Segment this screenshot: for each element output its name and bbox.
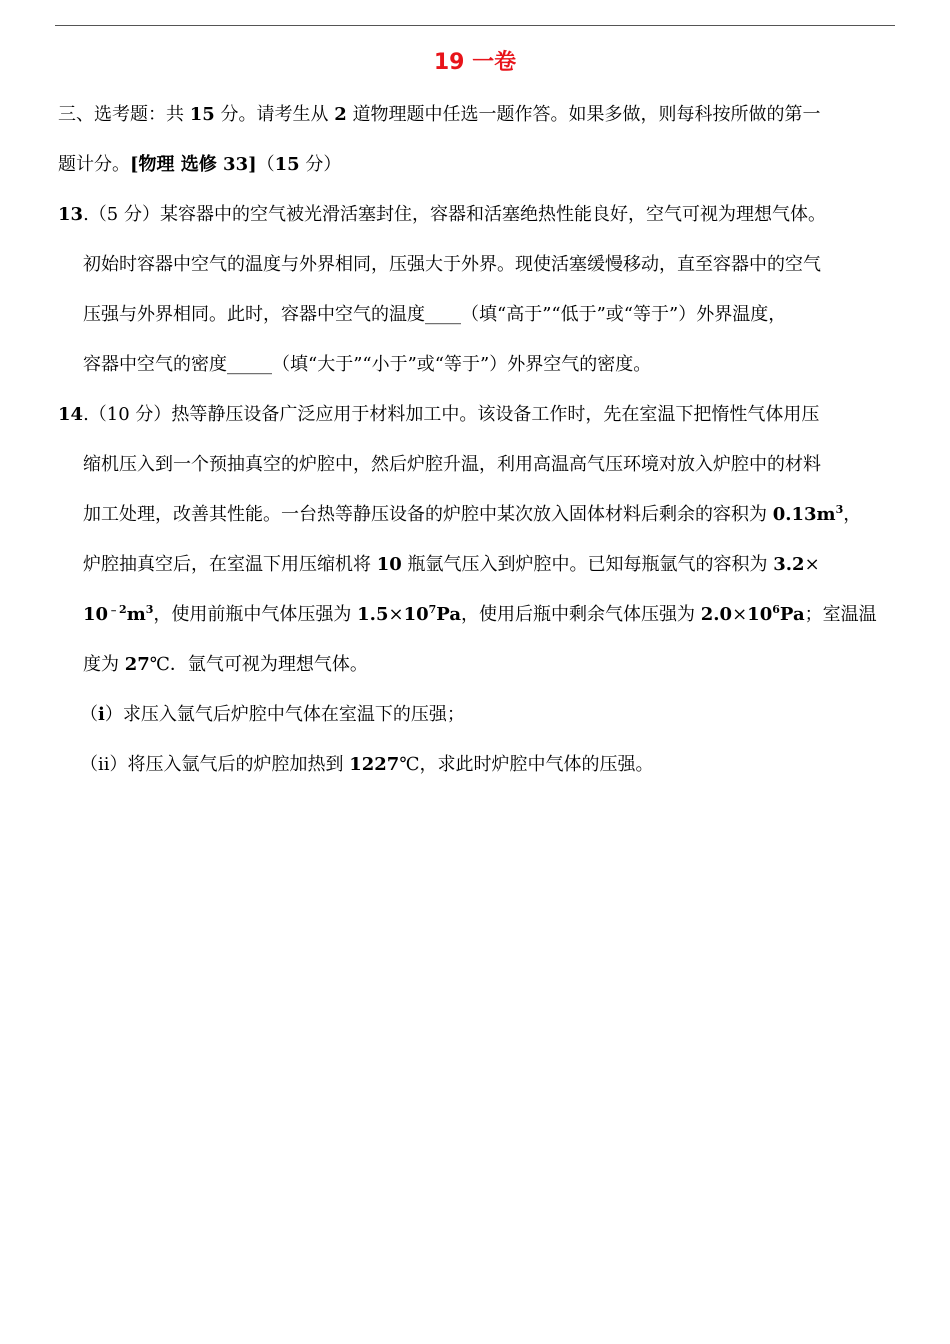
question-count: 2 (334, 104, 347, 125)
text: 瓶氩气压入到炉腔中。已知每瓶氩气的容积为 (401, 554, 774, 575)
q13-line-2: 初始时容器中空气的温度与外界相同，压强大于外界。现使活塞缓慢移动，直至容器中的空气 (83, 254, 821, 275)
text: 分） (299, 154, 342, 175)
text: 加工处理，改善其性能。一台热等静压设备的炉腔中某次放入固体材料后剩余的容积为 (83, 504, 773, 525)
text: 炉腔抽真空后，在室温下用压缩机将 (83, 554, 377, 575)
q14-line-5 (83, 600, 877, 630)
score-total: 15 (189, 104, 215, 125)
q14-line-4 (83, 550, 820, 580)
text: ℃，求此时炉腔中气体的压强。 (399, 754, 654, 775)
times-sign: × (732, 604, 748, 625)
text: ，使用前瓶中气体压强为 (153, 604, 358, 625)
text: （ⅱ）将压入氩气后的炉腔加热到 (80, 754, 350, 775)
text: ，使用后瓶中剩余气体压强为 (461, 604, 701, 625)
exponent: 6 (772, 603, 780, 616)
top-rule (55, 25, 895, 26)
number: 10 (747, 604, 773, 625)
text: （ (80, 704, 98, 725)
q13-line-4: 容器中空气的密度_____（填“大于”“小于”或“等于”）外界空气的密度。 (83, 354, 652, 375)
times-sign: × (388, 604, 404, 625)
bottle-volume: 3.2 (773, 554, 805, 575)
q14-line-1 (58, 400, 819, 430)
unit: m (126, 604, 146, 625)
section-intro-line-1 (58, 100, 821, 130)
q14-line-3 (83, 500, 861, 530)
elective-label: [物理 选修 33] (130, 154, 257, 175)
temperature: 1227 (349, 754, 400, 775)
text: ℃．氩气可视为理想气体。 (149, 654, 368, 675)
text: 度为 (83, 654, 125, 675)
question-number: 14 (58, 404, 84, 425)
temperature: 27 (124, 654, 150, 675)
q13-line-1 (58, 200, 826, 230)
times-sign: × (804, 554, 820, 575)
q14-line-2: 缩机压入到一个预抽真空的炉腔中，然后炉腔升温，利用高温高气压环境对放入炉腔中的材料 (83, 454, 821, 475)
text: 道物理题中任选一题作答。如果多做，则每科按所做的第一 (346, 104, 821, 125)
exponent: 3 (145, 603, 154, 616)
text: .（5 分）某容器中的空气被光滑活塞封住，容器和活塞绝热性能良好，空气可视为理想气体。 (83, 204, 826, 225)
q14-sub-question-ii (80, 750, 653, 780)
question-number: 13 (58, 204, 84, 225)
text: ， (843, 504, 862, 525)
elective-score: 15 (274, 154, 300, 175)
page-title: 19 一卷 (433, 50, 517, 75)
text: 分。请考生从 (214, 104, 335, 125)
text: 三、选考题：共 (58, 104, 190, 125)
unit: Pa (436, 604, 462, 625)
number: 10 (403, 604, 429, 625)
exponent: 3 (835, 503, 844, 516)
volume-value: 0.13m (772, 504, 836, 525)
q14-sub-question-i (80, 700, 465, 730)
text: ；室温温 (804, 604, 877, 625)
text: 题计分。 (58, 154, 130, 175)
section-intro-line-2 (58, 150, 341, 180)
number: 10 (83, 604, 109, 625)
exponent: 7 (428, 603, 437, 616)
number: 1.5 (357, 604, 389, 625)
text: .（10 分）热等静压设备广泛应用于材料加工中。该设备工作时，先在室温下把惰性气体用压 (83, 404, 820, 425)
text: （ (256, 154, 275, 175)
bottle-count: 10 (376, 554, 402, 575)
q14-line-6 (83, 650, 368, 680)
exponent: ﹣2 (108, 603, 127, 616)
number: 2.0 (700, 604, 733, 625)
unit: Pa (779, 604, 805, 625)
text: ）求压入氩气后炉腔中气体在室温下的压强； (104, 704, 465, 725)
q13-line-3: 压强与外界相同。此时，容器中空气的温度____（填“高于”“低于”或“等于”）外界温度， (83, 304, 787, 325)
sub-label: i (98, 704, 105, 725)
